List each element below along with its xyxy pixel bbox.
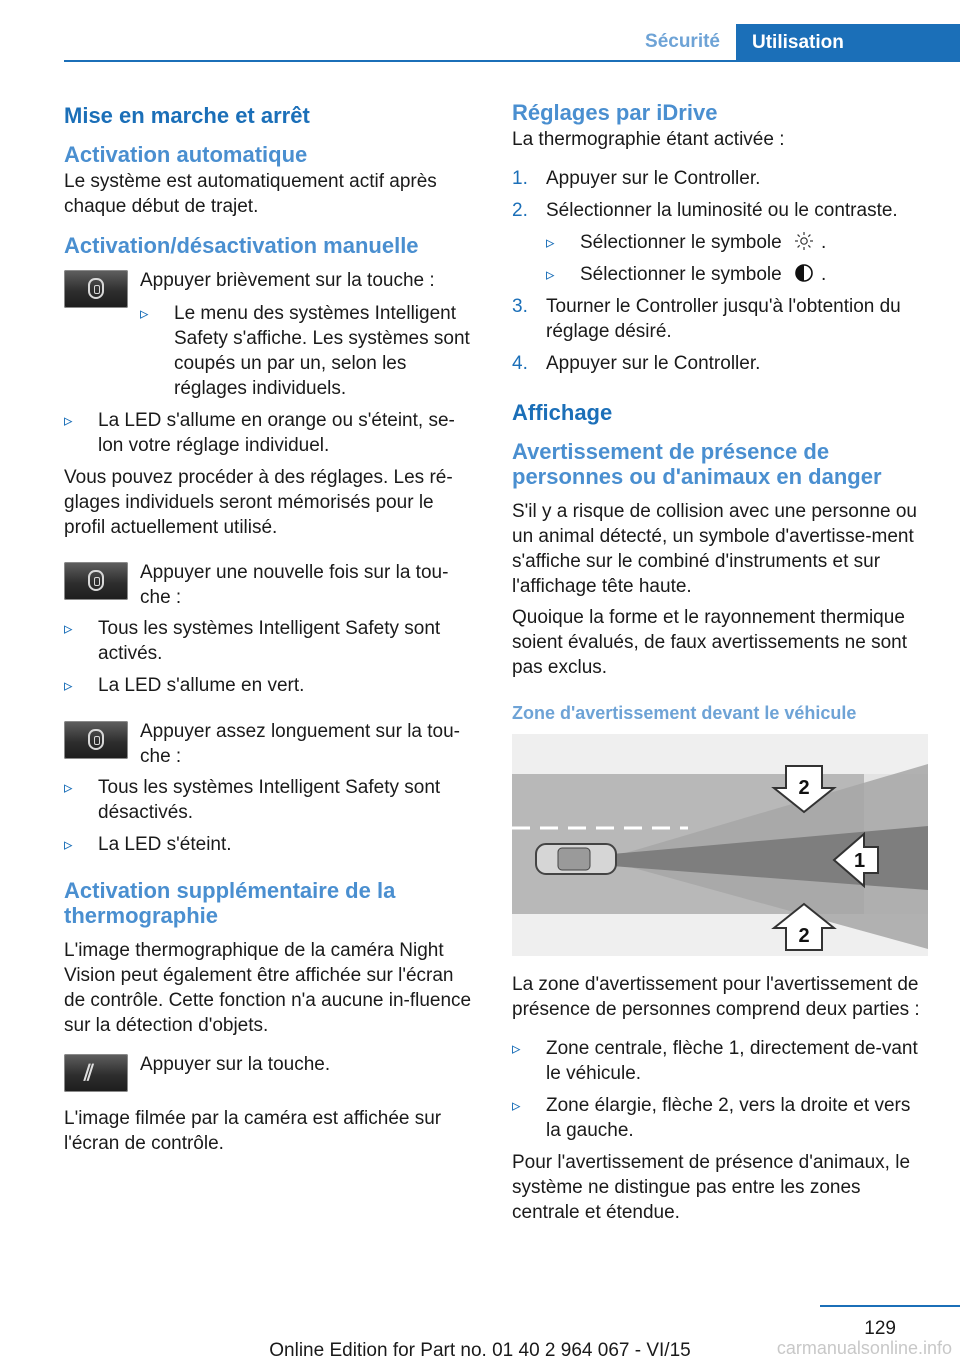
night-vision-button-icon: ⫽ (64, 1054, 128, 1092)
long-press-text: Appuyer assez longuement sur la tou-che : (140, 721, 461, 767)
warning-zone-diagram (512, 734, 928, 956)
step-4: 4. Appuyer sur le Controller. (512, 353, 761, 374)
heading-auto-activation: Activation automatique (64, 142, 308, 167)
heading-idrive-settings: Réglages par iDrive (512, 100, 718, 125)
contrast-circle-icon (793, 263, 815, 283)
heading-thermography: Activation supplémentaire de la thermographie (64, 878, 396, 928)
short-press-bullet: ▹ Le menu des systèmes Intelligent Safety s'affiche. Les systèmes sont coupés un par un, selon les réglages individuels. (140, 301, 476, 401)
heading-warning-persons: Avertissement de présence de personnes ou d'animaux en danger (512, 439, 882, 489)
svg-text:1: 1 (854, 850, 866, 872)
zone-central-bullet: ▹ Zone centrale, flèche 1, directement de-vant le véhicule. (512, 1036, 928, 1086)
button-instruction-press-again (64, 560, 476, 610)
brightness-sun-icon (793, 231, 815, 251)
settings-paragraph: Vous pouvez procéder à des réglages. Les ré-glages individuels seront mémorisés pour le profil actuellement utilisé. (64, 467, 453, 538)
warning-paragraph-1: S'il y a risque de collision avec une personne ou un animal détecté, un symbole d'avertisse-ment s'affiche sur le combiné d'instruments et sur l'affichage tête haute. (512, 501, 917, 597)
tab-utilisation[interactable]: Utilisation (736, 24, 960, 62)
intelligent-safety-button-icon (64, 270, 128, 308)
idrive-intro: La thermographie étant activée : (512, 129, 785, 150)
right-column (512, 100, 928, 1231)
thermography-result-text: L'image filmée par la caméra est affichée sur l'écran de contrôle. (64, 1108, 442, 1154)
button-instruction-long-press (64, 719, 476, 769)
heading-manual-activation: Activation/désactivation manuelle (64, 233, 419, 258)
thermography-text: L'image thermographique de la caméra Night Vision peut également être affichée sur l'écran de contrôle. Cette fonction n'a aucune in-fluence sur la détection d'objets. (64, 940, 472, 1036)
long-press-bullet-2: ▹ La LED s'éteint. (64, 832, 476, 857)
auto-activation-text: Le système est automatiquement actif après chaque début de trajet. (64, 171, 437, 217)
intelligent-safety-button-icon (64, 562, 128, 600)
short-press-text: Appuyer brièvement sur la touche : (140, 270, 435, 291)
svg-text:2: 2 (798, 925, 810, 947)
intelligent-safety-button-icon (64, 721, 128, 759)
warning-paragraph-2: Quoique la forme et le rayonnement thermique soient évalués, de faux avertissements ne sont pas exclus. (512, 607, 908, 678)
heading-affichage: Affichage (512, 400, 613, 425)
section-title-startstop: Mise en marche et arrêt (64, 103, 310, 128)
figure-caption: Zone d'avertissement devant le véhicule (512, 703, 857, 723)
left-column (64, 100, 476, 1162)
substep-contrast: ▹ Sélectionner le symbole . (546, 262, 928, 287)
button-instruction-nightvision (64, 1052, 476, 1092)
nightvision-press-text: Appuyer sur la touche. (140, 1054, 331, 1075)
button-instruction-short-press (64, 268, 476, 401)
step-2: 2. Sélectionner la luminosité ou le contraste. (512, 200, 898, 221)
zone-extended-bullet: ▹ Zone élargie, flèche 2, vers la droite et vers la gauche. (512, 1093, 928, 1143)
press-again-bullet-1: ▹ Tous les systèmes Intelligent Safety sont activés. (64, 616, 476, 666)
substep-brightness: ▹ Sélectionner le symbole . (546, 230, 928, 255)
animal-warning-paragraph: Pour l'avertissement de présence d'animaux, le système ne distingue pas entre les zones centrale et étendue. (512, 1152, 911, 1223)
page-header (0, 0, 960, 62)
header-rule (64, 60, 960, 62)
press-again-bullet-2: ▹ La LED s'allume en vert. (64, 673, 476, 698)
svg-text:2: 2 (798, 777, 810, 799)
footer-rule (820, 1305, 960, 1307)
step-3: 3. Tourner le Controller jusqu'à l'obtention du réglage désiré. (512, 296, 901, 342)
press-again-text: Appuyer une nouvelle fois sur la tou-che : (140, 562, 449, 608)
watermark: carmanualsonline.info (776, 1338, 952, 1358)
led-orange-bullet: ▹ La LED s'allume en orange ou s'éteint, se-lon votre réglage individuel. (64, 408, 476, 458)
step-1: 1. Appuyer sur le Controller. (512, 168, 761, 189)
warning-zone-figure (512, 734, 928, 956)
car-icon (536, 844, 616, 874)
idrive-steps (512, 166, 928, 223)
warning-zone-paragraph: La zone d'avertissement pour l'avertissement de présence de personnes comprend deux parties : (512, 974, 920, 1020)
edition-line: Online Edition for Part no. 01 40 2 964 067 - VI/15 (269, 1340, 691, 1361)
tab-securite[interactable]: Sécurité (645, 31, 720, 52)
long-press-bullet-1: ▹ Tous les systèmes Intelligent Safety sont désactivés. (64, 775, 476, 825)
page-number: 129 (864, 1318, 896, 1339)
